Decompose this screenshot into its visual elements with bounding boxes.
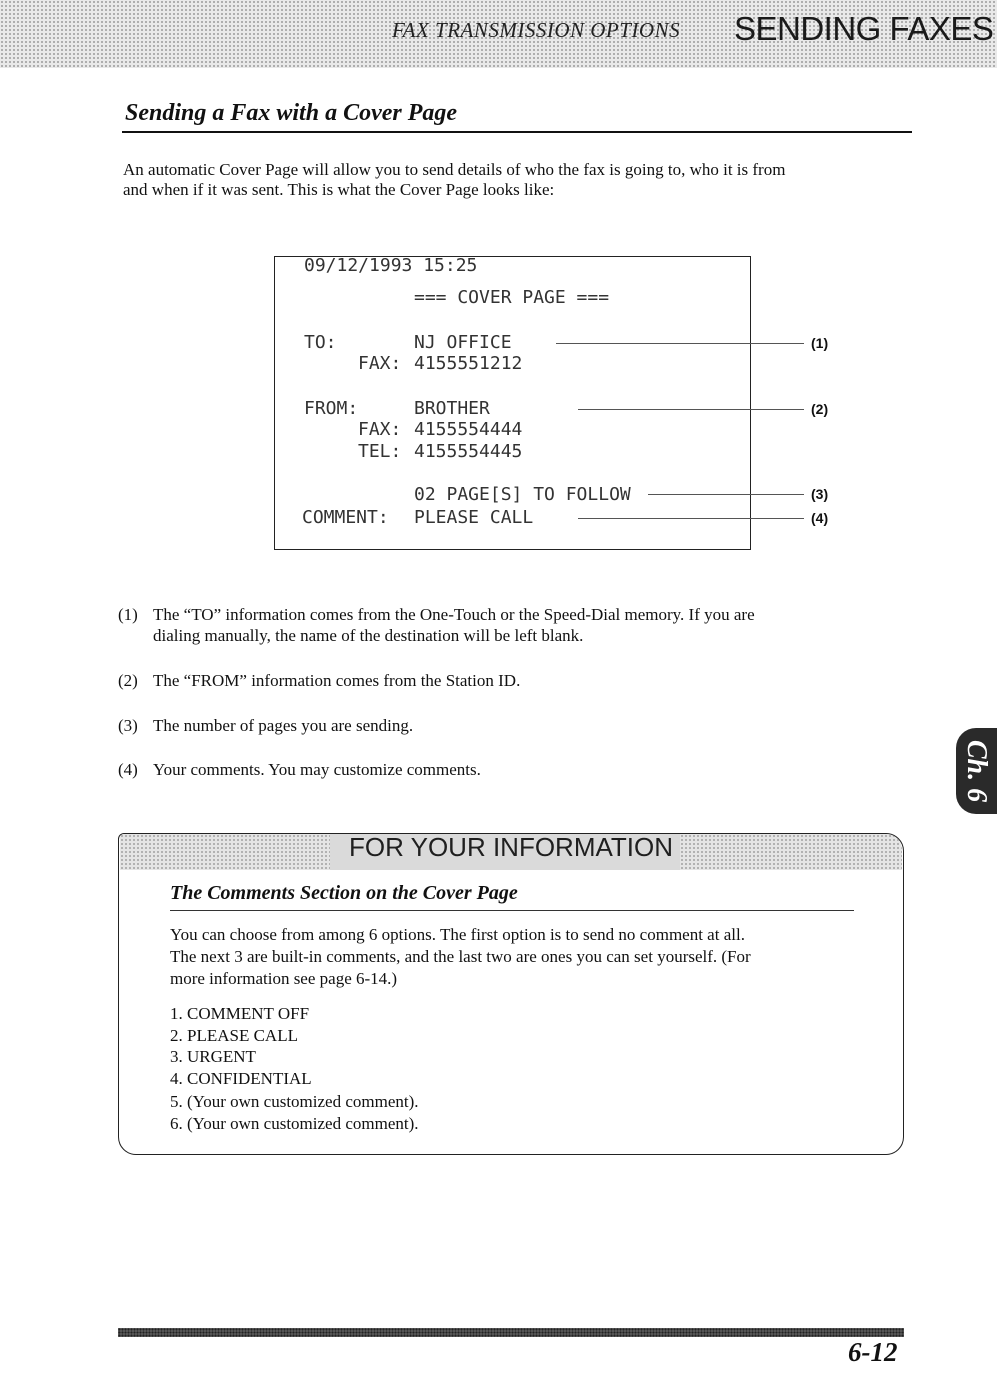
note-2-line-1: The “FROM” information comes from the Station ID. <box>153 671 521 690</box>
info-subtitle: The Comments Section on the Cover Page <box>170 882 518 904</box>
option-item-2: 2. PLEASE CALL <box>170 1026 298 1045</box>
cover-to-fax-value: 4155551212 <box>414 353 523 374</box>
header-chapter-title: SENDING FAXES <box>734 10 994 47</box>
note-3-line-1: The number of pages you are sending. <box>153 716 414 735</box>
info-banner-title: FOR YOUR INFORMATION <box>348 832 674 862</box>
footer-bar <box>118 1328 904 1337</box>
note-3-number: (3) <box>118 716 138 735</box>
intro-line-2: and when if it was sent. This is what the Cover Page looks like: <box>123 180 555 199</box>
info-body-line-1: You can choose from among 6 options. The first option is to send no comment at all. <box>170 925 745 944</box>
cover-comment-label: COMMENT: <box>302 507 389 528</box>
section-title: Sending a Fax with a Cover Page <box>125 100 458 126</box>
chapter-tab <box>956 728 997 814</box>
cover-from-fax-label: FAX: <box>358 419 402 440</box>
option-item-3: 3. URGENT <box>170 1047 256 1066</box>
option-item-6: 6. (Your own customized comment). <box>170 1114 419 1133</box>
note-1-number: (1) <box>118 605 138 624</box>
cover-to-label: TO: <box>304 332 337 353</box>
note-4-line-1: Your comments. You may customize comments. <box>153 760 481 779</box>
callout-3: (3) <box>811 486 829 502</box>
leader-line-2 <box>578 409 804 410</box>
page-number: 6-12 <box>848 1337 898 1367</box>
note-2-number: (2) <box>118 671 138 690</box>
cover-from-tel-label: TEL: <box>358 441 402 462</box>
intro-paragraph <box>123 160 913 200</box>
leader-line-3 <box>648 494 804 495</box>
cover-heading: === COVER PAGE === <box>414 287 610 308</box>
cover-from-label: FROM: <box>304 398 359 419</box>
cover-pages-line: 02 PAGE[S] TO FOLLOW <box>414 484 631 505</box>
info-body-line-3: more information see page 6-14.) <box>170 969 398 988</box>
option-item-5: 5. (Your own customized comment). <box>170 1092 419 1111</box>
cover-from-fax-value: 4155554444 <box>414 419 523 440</box>
cover-to-value: NJ OFFICE <box>414 332 512 353</box>
cover-from-value: BROTHER <box>414 398 490 419</box>
note-1-line-1: The “TO” information comes from the One-Touch or the Speed-Dial memory. If you are <box>153 605 755 624</box>
option-item-4: 4. CONFIDENTIAL <box>170 1069 312 1088</box>
note-1-line-2: dialing manually, the name of the destination will be left blank. <box>153 626 584 645</box>
info-subtitle-rule <box>170 910 854 911</box>
cover-to-fax-label: FAX: <box>358 353 402 374</box>
header-section-label: FAX TRANSMISSION OPTIONS <box>392 18 681 42</box>
info-body <box>170 924 860 990</box>
note-4-number: (4) <box>118 760 138 779</box>
leader-line-4 <box>578 518 804 519</box>
title-rule <box>122 131 912 133</box>
intro-line-1: An automatic Cover Page will allow you to send details of who the fax is going to, who it is from <box>123 160 786 179</box>
chapter-tab-label: Ch. 6 <box>961 739 993 803</box>
leader-line-1 <box>556 343 804 344</box>
cover-comment-value: PLEASE CALL <box>414 507 534 528</box>
callout-4: (4) <box>811 510 829 526</box>
cover-from-tel-value: 4155554445 <box>414 441 523 462</box>
cover-datetime: 09/12/1993 15:25 <box>304 255 478 276</box>
info-body-line-2: The next 3 are built-in comments, and the last two are ones you can set yourself. (For <box>170 947 751 966</box>
callout-2: (2) <box>811 401 829 417</box>
option-item-1: 1. COMMENT OFF <box>170 1004 310 1023</box>
callout-1: (1) <box>811 335 829 351</box>
